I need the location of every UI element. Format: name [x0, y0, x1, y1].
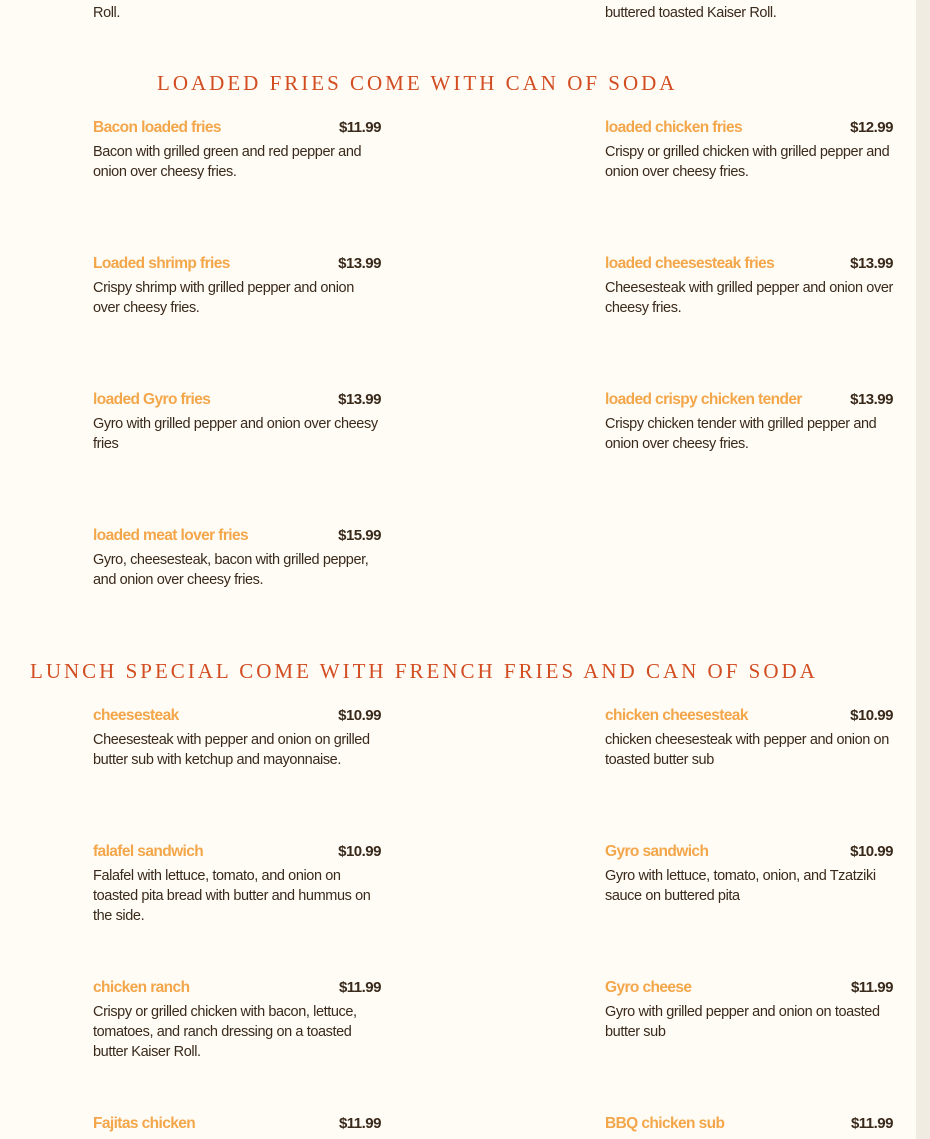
menu-item-name: loaded chicken fries [605, 119, 743, 136]
menu-item-name: Fajitas chicken [93, 1115, 196, 1132]
menu-item-description: Gyro with grilled pepper and onion over cheesy fries [93, 416, 378, 452]
menu-item-price: $11.99 [338, 119, 381, 136]
menu-item[interactable] [93, 705, 381, 770]
menu-item-price: $10.99 [338, 843, 381, 860]
menu-item-description: Gyro, cheesesteak, bacon with grilled pepper, and onion over cheesy fries. [93, 552, 369, 588]
menu-item-price: $11.99 [338, 979, 381, 996]
menu-item-description: Gyro with grilled pepper and onion on toasted butter sub [605, 1004, 880, 1040]
menu-item[interactable] [605, 1113, 893, 1135]
menu-item-price: $13.99 [850, 255, 893, 272]
menu-item[interactable] [605, 705, 893, 770]
menu-item-description: Cheesesteak with pepper and onion on grilled butter sub with ketchup and mayonnaise. [93, 732, 370, 768]
menu-item-price: $11.99 [338, 1115, 381, 1132]
menu-item-price: $13.99 [338, 255, 381, 272]
menu-item[interactable] [93, 841, 381, 926]
menu-item[interactable] [605, 389, 893, 454]
menu-item-name: chicken ranch [93, 979, 190, 996]
menu-item-price: $10.99 [338, 707, 381, 724]
menu-item-price: $11.99 [850, 1115, 893, 1132]
menu-item-name: loaded crispy chicken tender [605, 391, 802, 408]
menu-item-description: chicken cheesesteak with pepper and onion on toasted butter sub [605, 732, 889, 768]
menu-item-name: Gyro sandwich [605, 843, 709, 860]
menu-item-price: $11.99 [850, 979, 893, 996]
menu-item-description: Cheesesteak with grilled pepper and onion over cheesy fries. [605, 280, 893, 316]
menu-item-name: loaded Gyro fries [93, 391, 211, 408]
menu-item-name: Bacon loaded fries [93, 119, 221, 136]
menu-item[interactable] [93, 389, 381, 454]
menu-item-price: $10.99 [850, 707, 893, 724]
menu-item[interactable] [605, 117, 893, 182]
menu-item-description: Falafel with lettuce, tomato, and onion on toasted pita bread with butter and hummus on the side. [93, 868, 371, 924]
menu-item-name: BBQ chicken sub [605, 1115, 725, 1132]
menu-item-description: Crispy chicken tender with grilled pepper and onion over cheesy fries. [605, 416, 877, 452]
menu-item-price: $13.99 [338, 391, 381, 408]
menu-item-name: falafel sandwich [93, 843, 204, 860]
menu-item-name: Loaded shrimp fries [93, 255, 230, 272]
previous-item-desc-fragment-left: Roll. [93, 5, 121, 21]
section-title-loaded-fries: LOADED FRIES COME WITH CAN OF SODA [157, 71, 678, 95]
menu-item-name: cheesesteak [93, 707, 179, 724]
menu-item-price: $12.99 [850, 119, 893, 136]
menu-item-name: loaded cheesesteak fries [605, 255, 775, 272]
menu-item-price: $15.99 [338, 527, 381, 544]
menu-item[interactable] [93, 525, 381, 590]
menu-item-price: $13.99 [850, 391, 893, 408]
menu-item-description: Crispy or grilled chicken with bacon, lettuce, tomatoes, and ranch dressing on a toasted butter Kaiser Roll. [93, 1004, 357, 1060]
menu-item-price: $10.99 [850, 843, 893, 860]
menu-item-description: Gyro with lettuce, tomato, onion, and Tzatziki sauce on buttered pita [605, 868, 876, 904]
menu-item-name: Gyro cheese [605, 979, 692, 996]
menu-item[interactable] [93, 117, 381, 182]
menu-item[interactable] [93, 1113, 381, 1135]
menu-item[interactable] [605, 841, 893, 906]
menu-item-name: loaded meat lover fries [93, 527, 249, 544]
previous-item-desc-fragment-right: buttered toasted Kaiser Roll. [605, 5, 777, 21]
menu-item-description: Crispy or grilled chicken with grilled pepper and onion over cheesy fries. [605, 144, 890, 180]
menu-item-description: Crispy shrimp with grilled pepper and onion over cheesy fries. [93, 280, 354, 316]
page-scrollbar[interactable] [916, 0, 930, 1139]
menu-item-description: Bacon with grilled green and red pepper and onion over cheesy fries. [93, 144, 362, 180]
menu-item-name: chicken cheesesteak [605, 707, 748, 724]
menu-item[interactable] [93, 977, 381, 1062]
menu-item[interactable] [605, 253, 893, 318]
section-title-lunch-special: LUNCH SPECIAL COME WITH FRENCH FRIES AND CAN OF SODA [30, 659, 818, 683]
menu-item[interactable] [605, 977, 893, 1042]
menu-item[interactable] [93, 253, 381, 318]
